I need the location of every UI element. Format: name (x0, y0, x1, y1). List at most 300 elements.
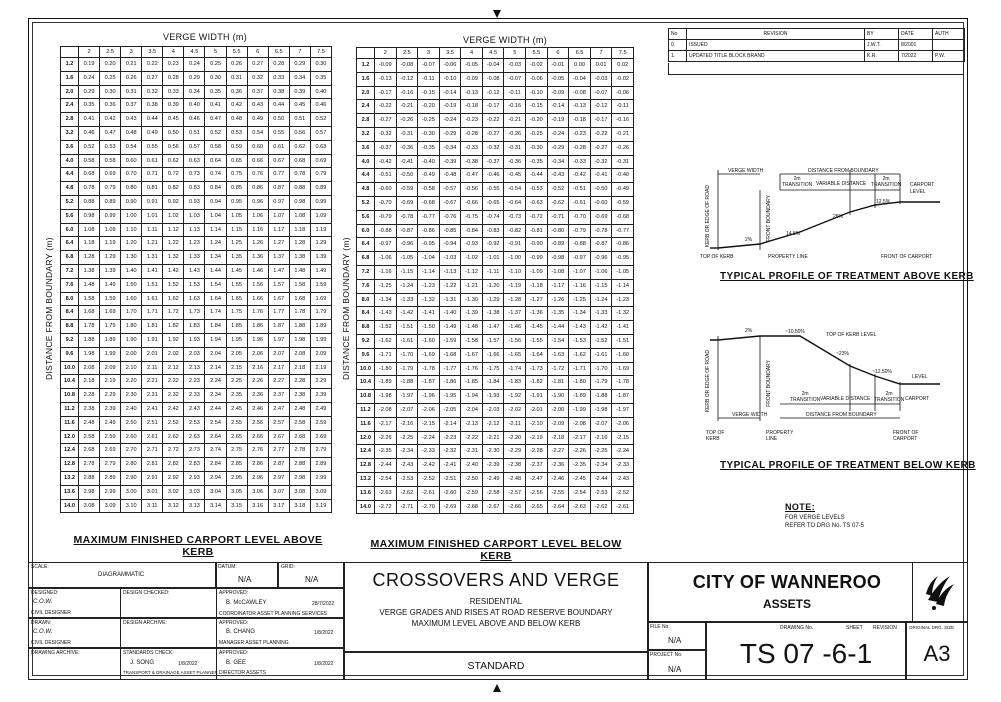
level-cell: 0.33 (163, 85, 184, 99)
level-cell: 2.73 (184, 444, 205, 458)
level-cell: -0.71 (547, 210, 569, 224)
level-cell: -0.80 (547, 224, 569, 238)
level-cell: -0.50 (396, 169, 418, 183)
level-cell: 1.98 (79, 347, 100, 361)
level-cell: -0.68 (418, 196, 440, 210)
distance-header: 4.4 (357, 169, 375, 183)
pa-carport-level: CARPORT LEVEL (910, 182, 935, 195)
distance-header: 1.6 (357, 72, 375, 86)
level-cell: 0.32 (142, 85, 163, 99)
level-cell: -0.96 (590, 252, 612, 266)
level-cell: 1.48 (289, 264, 310, 278)
pb-transition2: 2m TRANSITION (874, 391, 905, 403)
level-cell: 0.58 (79, 154, 100, 168)
level-cell: -1.89 (375, 376, 397, 390)
level-cell: -0.31 (504, 141, 526, 155)
level-cell: 0.43 (247, 99, 268, 113)
level-cell: -0.36 (504, 155, 526, 169)
level-cell: -0.91 (504, 238, 526, 252)
verge-width-header: 7.5 (310, 47, 331, 58)
distance-header: 12.4 (61, 444, 79, 458)
level-cell: 0.57 (184, 140, 205, 154)
level-cell: -2.19 (526, 431, 548, 445)
level-cell: -1.25 (375, 279, 397, 293)
bottom-center-marker (493, 684, 501, 692)
level-cell: 1.52 (163, 278, 184, 292)
level-cell: 2.48 (79, 416, 100, 430)
level-cell: -2.48 (504, 472, 526, 486)
table-row (61, 85, 332, 99)
level-cell: 2.94 (205, 471, 226, 485)
level-cell: 1.49 (100, 278, 121, 292)
level-cell: 1.90 (121, 333, 142, 347)
drawing-main-title: CROSSOVERS AND VERGE (372, 570, 620, 590)
designed-role: CIVIL DESIGNER (31, 610, 71, 616)
level-cell: -0.10 (526, 86, 548, 100)
level-cell: -0.07 (418, 59, 440, 73)
level-cell: -2.66 (504, 500, 526, 514)
level-cell: 1.55 (226, 278, 247, 292)
level-cell: -1.75 (482, 362, 504, 376)
level-cell: -1.52 (590, 334, 612, 348)
level-cell: 0.41 (205, 99, 226, 113)
level-cell: 0.41 (79, 113, 100, 127)
distance-header: 12.8 (357, 459, 375, 473)
level-cell: 0.46 (310, 99, 331, 113)
level-cell: 2.50 (121, 416, 142, 430)
level-cell: -0.36 (396, 141, 418, 155)
level-cell: -0.42 (375, 155, 397, 169)
level-cell: -0.31 (396, 127, 418, 141)
level-cell: -1.88 (396, 376, 418, 390)
drawing-no-label: DRAWING No. (780, 625, 814, 631)
level-cell: 2.26 (247, 375, 268, 389)
level-cell: -1.32 (418, 293, 440, 307)
below-table-caption: MAXIMUM FINISHED CARPORT LEVEL BELOW KERB (370, 538, 622, 562)
level-cell: -0.35 (526, 155, 548, 169)
table-row (61, 458, 332, 472)
verge-width-header: 5.5 (226, 47, 247, 58)
level-cell: 1.57 (268, 278, 289, 292)
level-cell: 1.28 (79, 251, 100, 265)
level-cell: 3.00 (121, 485, 142, 499)
level-cell: 2.38 (79, 402, 100, 416)
distance-header: 8.4 (61, 306, 79, 320)
grid-label: GRID: (281, 564, 295, 570)
level-cell: -2.06 (418, 403, 440, 417)
level-cell: -0.32 (375, 127, 397, 141)
level-cell: -1.32 (612, 307, 634, 321)
level-cell: -2.04 (461, 403, 483, 417)
level-cell: -0.13 (461, 86, 483, 100)
level-cell: 1.69 (310, 292, 331, 306)
level-cell: -1.12 (461, 265, 483, 279)
scale-value: DIAGRAMMATIC (98, 572, 145, 578)
level-cell: -0.43 (547, 169, 569, 183)
level-cell: 0.49 (247, 113, 268, 127)
level-cell: -1.14 (418, 265, 440, 279)
level-cell: -1.61 (396, 334, 418, 348)
level-cell: -1.31 (439, 293, 461, 307)
level-cell: 2.96 (247, 471, 268, 485)
level-cell: 1.87 (268, 320, 289, 334)
distance-header: 8.0 (357, 293, 375, 307)
pa-front-boundary: FRONT BOUNDARY (766, 195, 772, 242)
level-cell: 3.09 (310, 485, 331, 499)
level-cell: 1.04 (205, 209, 226, 223)
level-cell: -2.02 (504, 403, 526, 417)
revision-cell: 7/2022 (899, 51, 933, 62)
level-cell: 1.46 (247, 264, 268, 278)
level-cell: 2.63 (184, 430, 205, 444)
level-cell: -1.25 (569, 293, 591, 307)
level-cell: 0.36 (100, 99, 121, 113)
level-cell: 2.27 (268, 375, 289, 389)
level-cell: -2.65 (526, 500, 548, 514)
table-row (357, 196, 634, 210)
level-cell: -0.18 (461, 100, 483, 114)
level-cell: 0.39 (163, 99, 184, 113)
level-cell: -1.29 (482, 293, 504, 307)
level-cell: -0.31 (612, 155, 634, 169)
profile-below-title: TYPICAL PROFILE OF TREATMENT BELOW KERB (720, 460, 976, 471)
level-cell: 2.08 (289, 347, 310, 361)
level-cell: -0.17 (590, 114, 612, 128)
table-row (357, 224, 634, 238)
level-cell: -0.22 (375, 100, 397, 114)
below-kerb-table (356, 47, 634, 514)
level-cell: -2.39 (482, 459, 504, 473)
level-cell: -0.28 (461, 127, 483, 141)
level-cell: 2.31 (142, 389, 163, 403)
level-cell: -2.00 (547, 403, 569, 417)
table-row (61, 140, 332, 154)
level-cell: -0.26 (612, 141, 634, 155)
level-cell: 2.87 (268, 458, 289, 472)
tb-col-divider-2 (216, 588, 217, 680)
level-cell: 1.50 (121, 278, 142, 292)
table-row (357, 252, 634, 266)
level-cell: 2.65 (226, 430, 247, 444)
level-cell: -2.69 (439, 500, 461, 514)
level-cell: 0.39 (289, 85, 310, 99)
standards-role: TRANSPORT & DRAINAGE ASSET PLANNER (123, 670, 218, 675)
table-row (357, 86, 634, 100)
level-cell: -2.51 (439, 472, 461, 486)
level-cell: 1.53 (184, 278, 205, 292)
level-cell: -2.62 (590, 500, 612, 514)
level-cell: -0.07 (504, 72, 526, 86)
approved3-label: APPROVED: (219, 650, 249, 656)
level-cell: -1.26 (547, 293, 569, 307)
table-row (61, 375, 332, 389)
above-table-title: VERGE WIDTH (m) (163, 32, 247, 42)
level-cell: -0.55 (482, 183, 504, 197)
table-row (357, 390, 634, 404)
level-cell: -1.33 (590, 307, 612, 321)
level-cell: 2.09 (100, 361, 121, 375)
level-cell: -1.34 (375, 293, 397, 307)
level-cell: 0.38 (142, 99, 163, 113)
level-cell: -1.91 (526, 390, 548, 404)
level-cell: 0.45 (163, 113, 184, 127)
level-cell: -0.04 (482, 59, 504, 73)
level-cell: 1.68 (79, 306, 100, 320)
level-cell: -2.70 (418, 500, 440, 514)
level-cell: 2.44 (205, 402, 226, 416)
level-cell: 1.08 (289, 209, 310, 223)
level-cell: 0.56 (289, 126, 310, 140)
distance-header: 8.0 (61, 292, 79, 306)
level-cell: 2.09 (310, 347, 331, 361)
level-cell: 0.79 (100, 182, 121, 196)
level-cell: -1.87 (418, 376, 440, 390)
level-cell: 0.54 (121, 140, 142, 154)
distance-header: 4.4 (61, 168, 79, 182)
level-cell: -0.57 (439, 183, 461, 197)
level-cell: -1.97 (612, 403, 634, 417)
level-cell: 0.35 (205, 85, 226, 99)
level-cell: 1.68 (289, 292, 310, 306)
level-cell: 2.22 (163, 375, 184, 389)
level-cell: -0.02 (612, 72, 634, 86)
revision-cell: ISSUED (687, 40, 865, 51)
level-cell: 2.36 (247, 389, 268, 403)
level-cell: 1.19 (100, 237, 121, 251)
level-cell: 0.68 (289, 154, 310, 168)
verge-width-header: 4 (163, 47, 184, 58)
level-cell: -1.02 (461, 252, 483, 266)
level-cell: -0.03 (590, 72, 612, 86)
level-cell: 2.68 (289, 430, 310, 444)
level-cell: 0.36 (226, 85, 247, 99)
level-cell: 1.67 (268, 292, 289, 306)
distance-header: 9.2 (61, 333, 79, 347)
level-cell: 0.61 (142, 154, 163, 168)
level-cell: -0.53 (526, 183, 548, 197)
level-cell: 1.35 (226, 251, 247, 265)
verge-width-header: 5.5 (526, 48, 548, 59)
level-cell: 2.74 (205, 444, 226, 458)
level-cell: -1.49 (439, 321, 461, 335)
level-cell: 2.12 (163, 361, 184, 375)
level-cell: -2.08 (375, 403, 397, 417)
table-row (61, 389, 332, 403)
level-cell: -2.07 (396, 403, 418, 417)
distance-header: 13.2 (61, 471, 79, 485)
level-cell: 2.24 (205, 375, 226, 389)
level-cell: 0.30 (100, 85, 121, 99)
level-cell: -0.90 (526, 238, 548, 252)
pb-verge-width: VERGE WIDTH (732, 412, 768, 418)
table-row (61, 99, 332, 113)
level-cell: 0.58 (100, 154, 121, 168)
level-cell: 1.29 (310, 237, 331, 251)
level-cell: 2.42 (163, 402, 184, 416)
level-cell: 2.01 (142, 347, 163, 361)
level-cell: 0.34 (289, 71, 310, 85)
level-cell: 1.62 (163, 292, 184, 306)
level-cell: -0.78 (590, 224, 612, 238)
level-cell: 2.16 (247, 361, 268, 375)
level-cell: 0.01 (590, 59, 612, 73)
level-cell: -1.77 (439, 362, 461, 376)
level-cell: -1.21 (461, 279, 483, 293)
level-cell: 0.63 (310, 140, 331, 154)
approved1-label: APPROVED: (219, 590, 249, 596)
level-cell: 0.43 (121, 113, 142, 127)
table-row (357, 72, 634, 86)
level-cell: -0.49 (612, 183, 634, 197)
level-cell: 0.66 (247, 154, 268, 168)
pb-distance: DISTANCE FROM BOUNDARY (806, 412, 877, 418)
level-cell: -1.80 (375, 362, 397, 376)
pa-transition2: 2m TRANSITION (871, 176, 902, 188)
below-table-title: VERGE WIDTH (m) (463, 35, 547, 45)
verge-width-header: 7 (289, 47, 310, 58)
level-cell: -2.44 (590, 472, 612, 486)
note-title: NOTE: (785, 502, 815, 512)
level-cell: 2.85 (226, 458, 247, 472)
level-cell: 0.69 (310, 154, 331, 168)
level-cell: -0.70 (569, 210, 591, 224)
table-row (61, 58, 332, 72)
level-cell: -1.47 (482, 321, 504, 335)
level-cell: -0.29 (439, 127, 461, 141)
verge-width-header: 6 (547, 48, 569, 59)
approved3-name: B. GEE (226, 660, 247, 666)
level-cell: -0.60 (590, 196, 612, 210)
level-cell: -0.01 (547, 59, 569, 73)
distance-header: 1.6 (61, 71, 79, 85)
distance-header: 1.2 (357, 59, 375, 73)
distance-header: 5.2 (61, 195, 79, 209)
level-cell: 2.71 (142, 444, 163, 458)
level-cell: 2.99 (310, 471, 331, 485)
level-cell: -0.04 (569, 72, 591, 86)
level-cell: 0.93 (184, 195, 205, 209)
level-cell: 0.26 (121, 71, 142, 85)
level-cell: 2.35 (226, 389, 247, 403)
level-cell: -1.63 (547, 348, 569, 362)
verge-width-header: 3.5 (439, 48, 461, 59)
level-cell: -2.58 (482, 486, 504, 500)
table-row (357, 279, 634, 293)
level-cell: 0.37 (247, 85, 268, 99)
level-cell: 1.13 (184, 223, 205, 237)
level-cell: -1.73 (526, 362, 548, 376)
level-cell: -1.24 (590, 293, 612, 307)
level-cell: -1.90 (547, 390, 569, 404)
level-cell: -0.08 (569, 86, 591, 100)
level-cell: -0.26 (396, 114, 418, 128)
level-cell: 1.64 (205, 292, 226, 306)
level-cell: 1.08 (79, 223, 100, 237)
table-row (357, 459, 634, 473)
table-row (61, 251, 332, 265)
level-cell: 0.32 (247, 71, 268, 85)
level-cell: 0.78 (289, 168, 310, 182)
level-cell: -1.50 (418, 321, 440, 335)
level-cell: 0.79 (310, 168, 331, 182)
distance-header: 12.0 (61, 430, 79, 444)
level-cell: 1.98 (289, 333, 310, 347)
distance-header: 12.8 (61, 458, 79, 472)
level-cell: -0.14 (547, 100, 569, 114)
revision-header: REVISION (687, 29, 865, 40)
level-cell: 0.76 (247, 168, 268, 182)
level-cell: -0.79 (569, 224, 591, 238)
level-cell: 3.13 (184, 499, 205, 513)
level-cell: 0.47 (100, 126, 121, 140)
level-cell: -2.09 (547, 417, 569, 431)
level-cell: 2.75 (226, 444, 247, 458)
level-cell: -1.19 (504, 279, 526, 293)
level-cell: 0.50 (268, 113, 289, 127)
pa-grade4: 12.5% (876, 199, 891, 205)
level-cell: -0.09 (547, 86, 569, 100)
level-cell: -0.19 (439, 100, 461, 114)
level-cell: -1.46 (504, 321, 526, 335)
level-cell: -2.08 (569, 417, 591, 431)
level-cell: 0.34 (184, 85, 205, 99)
level-cell: -2.60 (439, 486, 461, 500)
level-cell: 0.46 (184, 113, 205, 127)
level-cell: 2.32 (163, 389, 184, 403)
level-cell: 1.32 (163, 251, 184, 265)
level-cell: -1.98 (375, 390, 397, 404)
level-cell: -1.08 (547, 265, 569, 279)
table-row (61, 154, 332, 168)
scale-label: SCALE: (31, 564, 49, 570)
distance-header: 1.2 (61, 58, 79, 72)
level-cell: -2.17 (569, 431, 591, 445)
level-cell: 2.23 (184, 375, 205, 389)
level-cell: 2.54 (205, 416, 226, 430)
level-cell: 1.80 (121, 320, 142, 334)
level-cell: 3.08 (79, 499, 100, 513)
level-cell: -2.05 (439, 403, 461, 417)
table-row (357, 500, 634, 514)
level-cell: -0.20 (526, 114, 548, 128)
verge-width-header: 7 (590, 48, 612, 59)
level-cell: -2.34 (396, 445, 418, 459)
level-cell: -2.44 (375, 459, 397, 473)
level-cell: 1.66 (247, 292, 268, 306)
level-cell: 1.84 (205, 320, 226, 334)
level-cell: -2.25 (590, 445, 612, 459)
level-cell: 1.83 (184, 320, 205, 334)
level-cell: 2.11 (142, 361, 163, 375)
level-cell: -0.76 (439, 210, 461, 224)
level-cell: 2.10 (121, 361, 142, 375)
distance-header: 13.6 (61, 485, 79, 499)
level-cell: -1.95 (439, 390, 461, 404)
level-cell: 2.90 (121, 471, 142, 485)
verge-width-header: 3 (121, 47, 142, 58)
level-cell: 0.52 (79, 140, 100, 154)
pb-front-carport: FRONT OF CARPORT (893, 430, 919, 442)
level-cell: -0.11 (504, 86, 526, 100)
level-cell: -0.11 (418, 72, 440, 86)
level-cell: -0.77 (418, 210, 440, 224)
table-row (357, 265, 634, 279)
distance-header: 6.8 (61, 251, 79, 265)
level-cell: -1.10 (504, 265, 526, 279)
level-cell: -1.98 (590, 403, 612, 417)
level-cell: 1.16 (247, 223, 268, 237)
level-cell: 1.59 (100, 292, 121, 306)
